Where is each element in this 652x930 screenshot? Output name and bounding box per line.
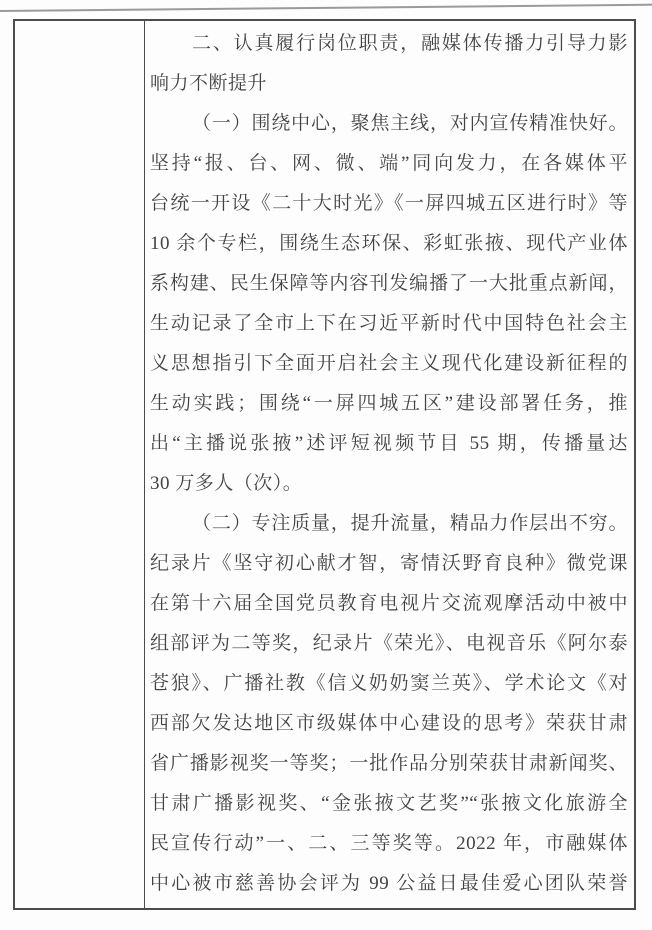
text-line: 生动实践；围绕“一屏四城五区”建设部署任务，推 bbox=[150, 393, 628, 414]
text-line: （二）专注质量，提升流量，精品力作层出不穷。 bbox=[192, 513, 628, 534]
text-line: 中心被市慈善协会评为 99 公益日最佳爱心团队荣誉 bbox=[150, 873, 628, 894]
page-top-rule bbox=[0, 4, 652, 12]
text-line: 坚持“报、台、网、微、端”同向发力，在各媒体平 bbox=[150, 153, 628, 174]
text-line: 义思想指引下全面开启社会主义现代化建设新征程的 bbox=[150, 353, 628, 374]
text-line: 10 余个专栏，围绕生态环保、彩虹张掖、现代产业体 bbox=[150, 233, 628, 254]
table-cell-content bbox=[145, 21, 634, 908]
text-line: 在第十六届全国党员教育电视片交流观摩活动中被中 bbox=[150, 593, 628, 614]
text-line: 组部评为二等奖，纪录片《荣光》、电视音乐《阿尔泰 bbox=[150, 633, 628, 654]
text-line: 台统一开设《二十大时光》《一屏四城五区进行时》等 bbox=[150, 193, 628, 214]
text-line: 西部欠发达地区市级媒体中心建设的思考》荣获甘肃 bbox=[150, 713, 628, 734]
text-line: 苍狼》、广播社教《信义奶奶窦兰英》、学术论文《对 bbox=[150, 673, 628, 694]
text-line: 生动记录了全市上下在习近平新时代中国特色社会主 bbox=[150, 313, 628, 334]
text-line: 30 万多人（次）。 bbox=[150, 473, 303, 494]
text-line: 纪录片《坚守初心献才智，寄情沃野育良种》微党课 bbox=[150, 553, 628, 574]
document-table bbox=[13, 19, 636, 910]
text-line: 出“主播说张掖”述评短视频节目 55 期，传播量达 bbox=[150, 433, 628, 454]
text-line: （一）围绕中心，聚焦主线，对内宣传精准快好。 bbox=[192, 113, 628, 134]
text-line: 甘肃广播影视奖、“金张掖文艺奖”“张掖文化旅游全 bbox=[150, 793, 628, 814]
text-line: 系构建、民生保障等内容刊发编播了一大批重点新闻， bbox=[150, 273, 628, 294]
text-line: 民宣传行动”一、二、三等奖等。2022 年，市融媒体 bbox=[150, 833, 628, 854]
text-line: 二、认真履行岗位职责，融媒体传播力引导力影 bbox=[192, 33, 628, 54]
text-line: 响力不断提升 bbox=[150, 73, 268, 94]
text-line: 省广播影视奖一等奖；一批作品分别荣获甘肃新闻奖、 bbox=[150, 753, 628, 774]
table-cell-label bbox=[15, 21, 145, 908]
